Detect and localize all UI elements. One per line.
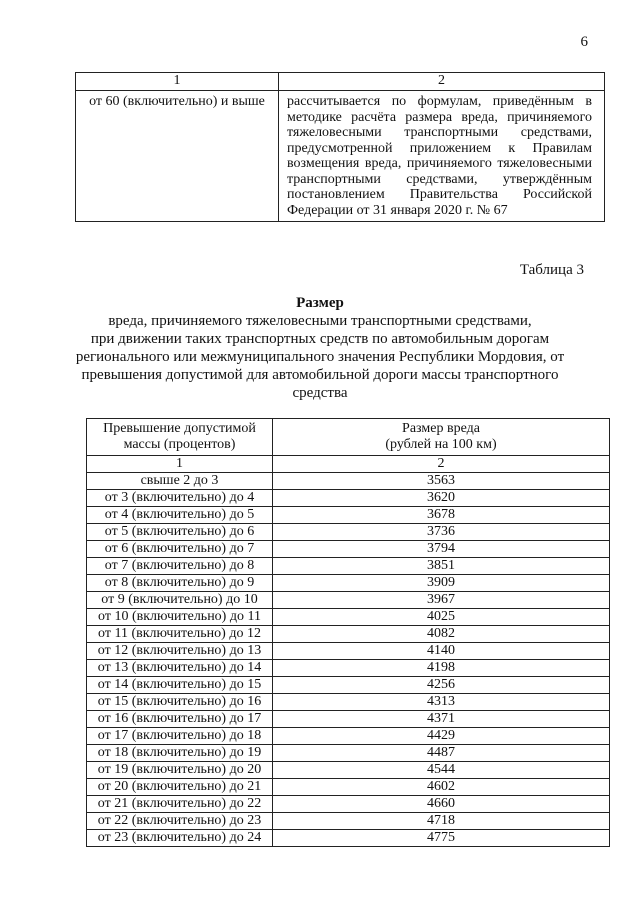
value-cell: 4140 (273, 643, 610, 660)
title-line: средства (292, 385, 348, 401)
title-line: при движении таких транспортных средств по автомобильным дорогам (90, 331, 550, 347)
range-cell: от 22 (включительно) до 23 (87, 813, 273, 830)
header-col2-line: (рублей на 100 км) (385, 437, 497, 452)
table-row (87, 796, 610, 813)
range-cell: от 4 (включительно) до 5 (87, 507, 273, 524)
value-cell: 3678 (273, 507, 610, 524)
range-cell: от 19 (включительно) до 20 (87, 762, 273, 779)
value-cell: 3620 (273, 490, 610, 507)
title-line: превышения допустимой для автомобильной дороги массы транспортного (81, 367, 559, 383)
table-row (87, 507, 610, 524)
header-col2-line: Размер вреда (402, 421, 480, 436)
table-row (87, 830, 610, 847)
range-cell: от 16 (включительно) до 17 (87, 711, 273, 728)
table-row (87, 558, 610, 575)
range-cell: от 15 (включительно) до 16 (87, 694, 273, 711)
range-cell: от 7 (включительно) до 8 (87, 558, 273, 575)
range-cell: от 3 (включительно) до 4 (87, 490, 273, 507)
header-col1: Превышение допустимой массы (процентов) (87, 419, 273, 456)
value-cell: 4429 (273, 728, 610, 745)
range-cell: от 13 (включительно) до 14 (87, 660, 273, 677)
page-number: 6 (580, 34, 588, 50)
table-row (87, 728, 610, 745)
range-cell: от 8 (включительно) до 9 (87, 575, 273, 592)
value-cell: 4487 (273, 745, 610, 762)
range-cell: от 17 (включительно) до 18 (87, 728, 273, 745)
range-cell: от 23 (включительно) до 24 (87, 830, 273, 847)
range-cell: от 6 (включительно) до 7 (87, 541, 273, 558)
column-number: 1 (87, 456, 273, 473)
table-row (87, 762, 610, 779)
range-cell: от 10 (включительно) до 11 (87, 609, 273, 626)
table-row (87, 490, 610, 507)
value-cell: 4198 (273, 660, 610, 677)
range-cell: от 60 (включительно) и выше (76, 91, 279, 222)
range-cell: от 18 (включительно) до 19 (87, 745, 273, 762)
title-heading: Размер (296, 295, 344, 311)
range-cell: от 20 (включительно) до 21 (87, 779, 273, 796)
table-row (87, 643, 610, 660)
value-cell: 4025 (273, 609, 610, 626)
header-col2 (273, 419, 610, 456)
value-cell: 3851 (273, 558, 610, 575)
column-number-row (87, 456, 610, 473)
title-line: вреда, причиняемого тяжеловесными транспортными средствами, (108, 313, 532, 329)
table-row (87, 660, 610, 677)
value-cell: 4602 (273, 779, 610, 796)
column-number: 1 (76, 73, 279, 91)
table-title (60, 294, 580, 402)
previous-table-continuation (75, 72, 605, 222)
value-cell: 4544 (273, 762, 610, 779)
table-row (87, 609, 610, 626)
value-cell: 4371 (273, 711, 610, 728)
title-line: регионального или межмуниципального значения Республики Мордовия, от (75, 349, 565, 365)
damage-table (86, 418, 610, 847)
value-cell: 4660 (273, 796, 610, 813)
header-row (87, 419, 610, 456)
column-number-row (76, 73, 605, 91)
value-cell: рассчитывается по формулам, приведённым в методике расчёта размера вреда, причиняемого тяжеловесными транспортными средствами, предусмотренной приложением к Правилам возмещения вреда, причиняемого тяжеловесными транспортными средствами, утверждённым постановлением Правительства Российской Федерации от 31 января 2020 г. № 67 (279, 91, 605, 222)
value-cell: 3909 (273, 575, 610, 592)
range-cell: от 9 (включительно) до 10 (87, 592, 273, 609)
value-cell: 3563 (273, 473, 610, 490)
range-cell: от 12 (включительно) до 13 (87, 643, 273, 660)
value-cell: 4718 (273, 813, 610, 830)
range-cell: от 21 (включительно) до 22 (87, 796, 273, 813)
table-row (87, 541, 610, 558)
value-cell: 3736 (273, 524, 610, 541)
table-row (87, 711, 610, 728)
column-number: 2 (279, 73, 605, 91)
table-row (87, 626, 610, 643)
table-row (87, 677, 610, 694)
value-cell: 3794 (273, 541, 610, 558)
range-cell: от 11 (включительно) до 12 (87, 626, 273, 643)
range-cell: свыше 2 до 3 (87, 473, 273, 490)
value-cell: 4775 (273, 830, 610, 847)
value-cell: 3967 (273, 592, 610, 609)
column-number: 2 (273, 456, 610, 473)
value-cell: 4082 (273, 626, 610, 643)
table-row (87, 524, 610, 541)
table-row (87, 779, 610, 796)
table-row (87, 575, 610, 592)
table-label: Таблица 3 (519, 262, 584, 278)
table-row (87, 592, 610, 609)
table-row (87, 694, 610, 711)
table-row (87, 745, 610, 762)
value-cell: 4256 (273, 677, 610, 694)
table-row (76, 91, 605, 222)
range-cell: от 14 (включительно) до 15 (87, 677, 273, 694)
range-cell: от 5 (включительно) до 6 (87, 524, 273, 541)
value-cell: 4313 (273, 694, 610, 711)
table-row (87, 473, 610, 490)
table-row (87, 813, 610, 830)
